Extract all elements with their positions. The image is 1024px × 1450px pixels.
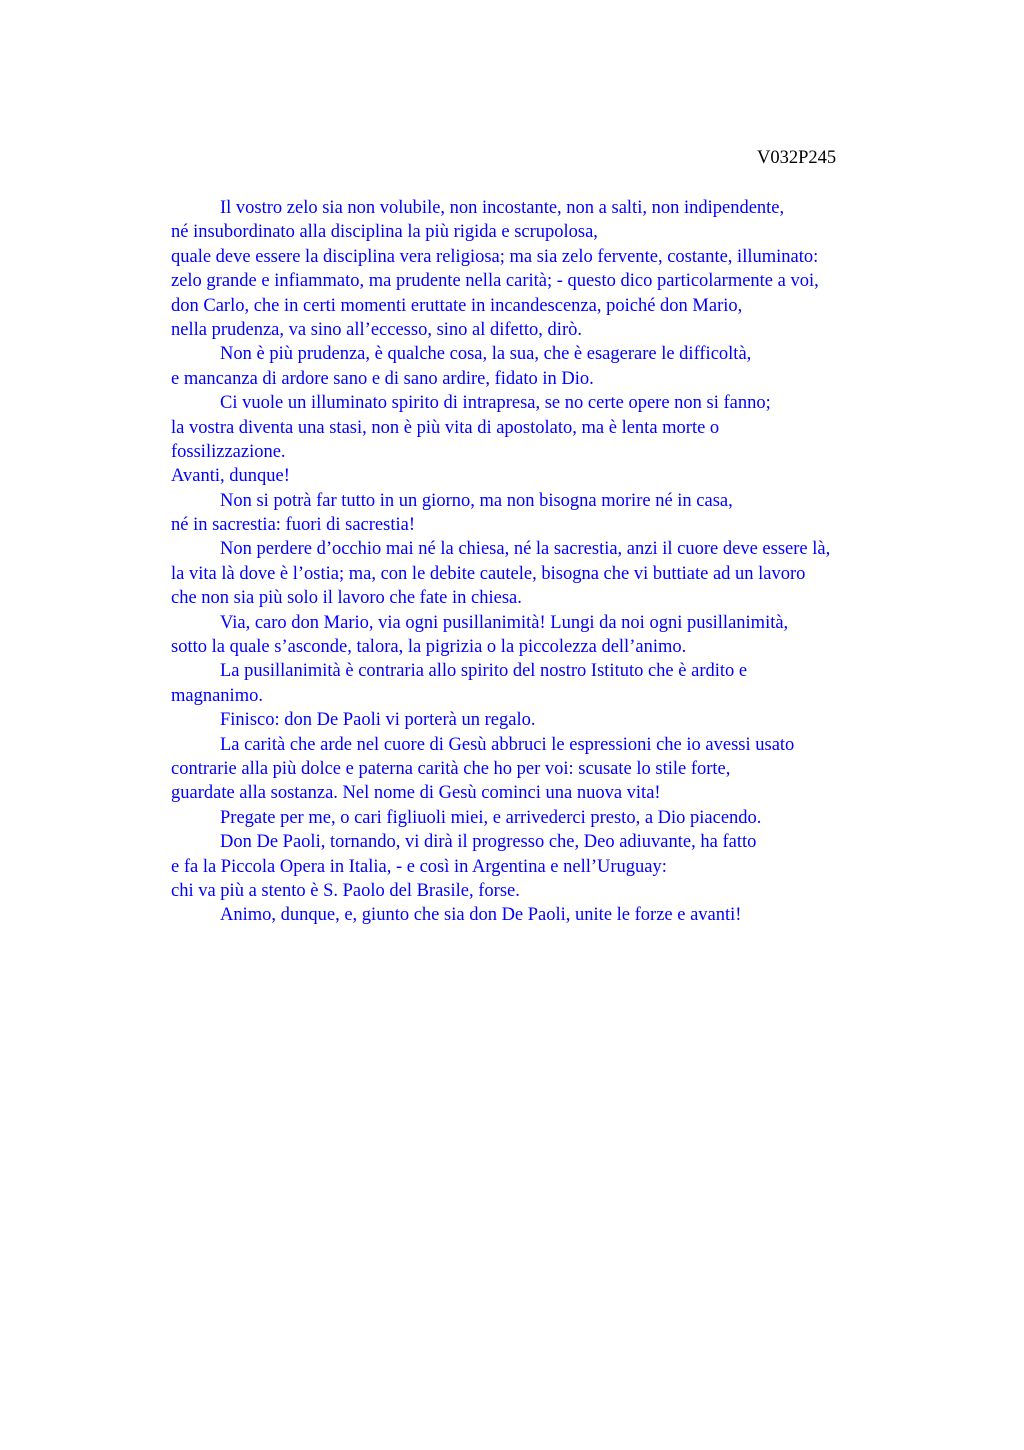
text-line: Avanti, dunque! — [171, 466, 290, 487]
text-line: chi va più a stento è S. Paolo del Brasile, forse. — [171, 880, 520, 901]
text-line: nella prudenza, va sino all’eccesso, sino al difetto, dirò. — [171, 319, 582, 340]
text-line: Non perdere d’occhio mai né la chiesa, né la sacrestia, anzi il cuore deve essere là, — [220, 539, 831, 560]
text-line: Ci vuole un illuminato spirito di intrapresa, se no certe opere non si fanno; — [220, 393, 771, 414]
text-line: La carità che arde nel cuore di Gesù abbruci le espressioni che io avessi usato — [220, 734, 795, 755]
text-line: guardate alla sostanza. Nel nome di Gesù cominci una nuova vita! — [171, 783, 661, 804]
text-line: la vostra diventa una stasi, non è più vita di apostolato, ma è lenta morte o — [171, 417, 720, 438]
text-line: Animo, dunque, e, giunto che sia don De Paoli, unite le forze e avanti! — [220, 905, 742, 926]
text-line: sotto la quale s’asconde, talora, la pigrizia o la piccolezza dell’animo. — [171, 637, 687, 658]
text-line: la vita là dove è l’ostia; ma, con le debite cautele, bisogna che vi buttiate ad un lavoro — [171, 563, 806, 584]
text-line: che non sia più solo il lavoro che fate in chiesa. — [171, 588, 522, 609]
text-line: Il vostro zelo sia non volubile, non incostante, non a salti, non indipendente, — [220, 198, 785, 218]
text-line: Finisco: don De Paoli vi porterà un regalo. — [220, 710, 536, 731]
text-line: zelo grande e infiammato, ma prudente nella carità; - questo dico particolarmente a voi, — [171, 271, 819, 292]
text-line: né in sacrestia: fuori di sacrestia! — [171, 515, 415, 536]
page-identifier: V032P245 — [757, 148, 837, 168]
letter-body — [171, 196, 991, 928]
text-line: e mancanza di ardore sano e di sano ardire, fidato in Dio. — [171, 368, 594, 389]
text-line: contrarie alla più dolce e paterna carità che ho per voi: scusate lo stile forte, — [171, 758, 731, 779]
text-line: Don De Paoli, tornando, vi dirà il progresso che, Deo adiuvante, ha fatto — [220, 832, 757, 853]
text-line: Pregate per me, o cari figliuoli miei, e arrivederci presto, a Dio piacendo. — [220, 807, 762, 828]
text-line: fossilizzazione. — [171, 441, 286, 462]
text-line: Via, caro don Mario, via ogni pusillanimità! Lungi da noi ogni pusillanimità, — [220, 612, 789, 633]
text-line: don Carlo, che in certi momenti eruttate in incandescenza, poiché don Mario, — [171, 295, 743, 316]
text-line: Non è più prudenza, è qualche cosa, la sua, che è esagerare le difficoltà, — [220, 344, 752, 365]
text-line: e fa la Piccola Opera in Italia, - e così in Argentina e nell’Uruguay: — [171, 856, 667, 877]
text-line: né insubordinato alla disciplina la più rigida e scrupolosa, — [171, 222, 598, 243]
text-line: quale deve essere la disciplina vera religiosa; ma sia zelo fervente, costante, illuminato: — [171, 246, 819, 267]
text-line: La pusillanimità è contraria allo spirito del nostro Istituto che è ardito e — [220, 661, 748, 682]
text-line: magnanimo. — [171, 685, 263, 706]
text-line: Non si potrà far tutto in un giorno, ma non bisogna morire né in casa, — [220, 490, 733, 511]
